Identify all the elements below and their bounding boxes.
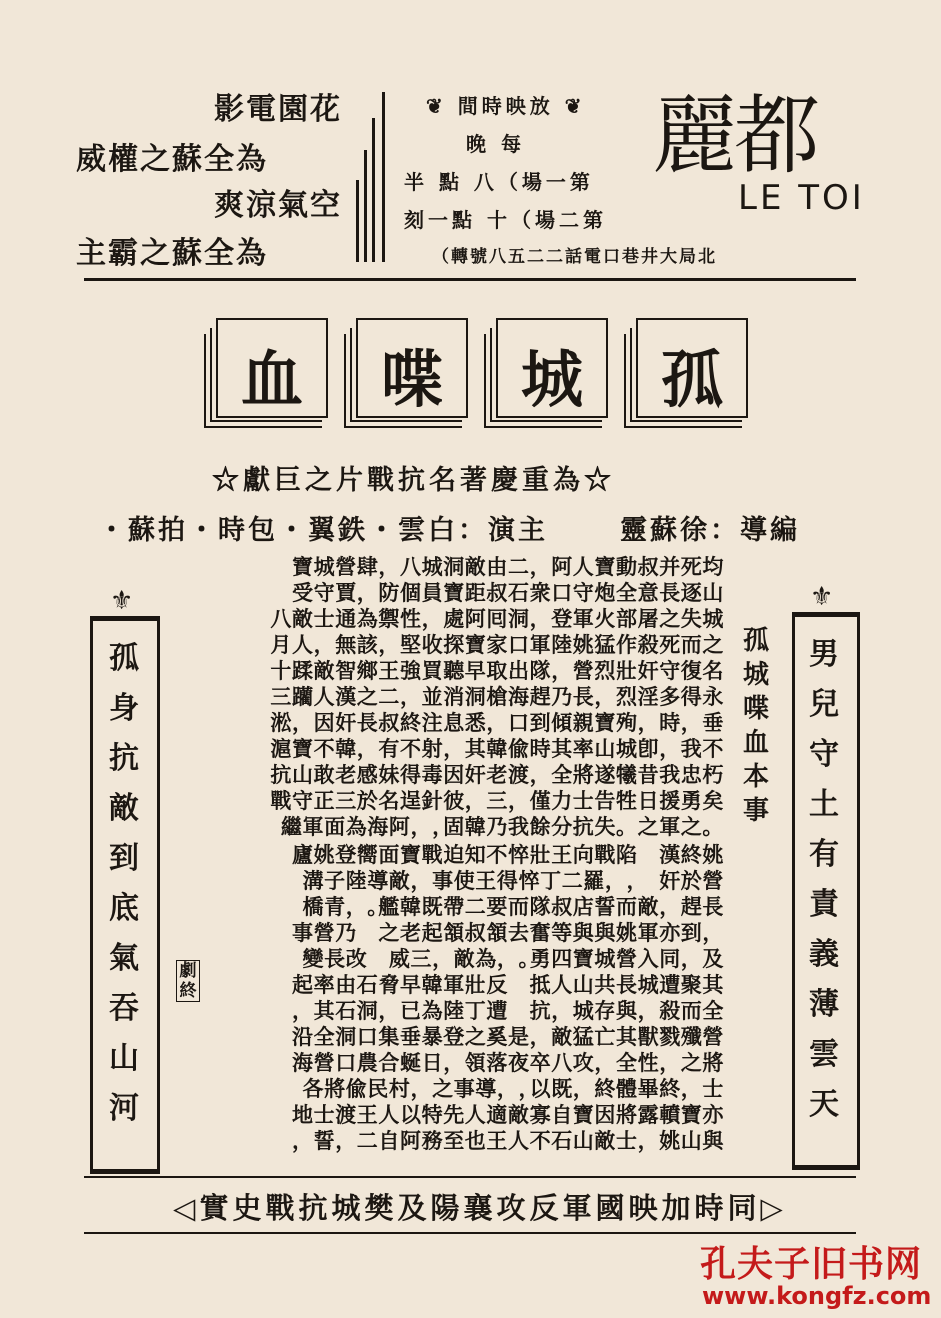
body-line: 名復守奸壯烈營，隊出取早聽買強王鄉智敵蹂十 — [270, 658, 724, 683]
title-box-4 — [216, 318, 328, 418]
body-line: 將之，性全，攻八卒夜落領，日蜒合農口營海 — [292, 1050, 724, 1075]
header-slogan-1: 為全蘇之權威 — [76, 142, 268, 177]
fleur-de-lis-icon: ⚜ — [810, 582, 834, 612]
body-line: 與山姚，士敵山石不人王也至務阿自二，誓， — [292, 1128, 724, 1153]
flower-left-icon: ❦ — [426, 94, 447, 118]
title-box-3 — [356, 318, 468, 418]
header-divider-1 — [356, 180, 359, 262]
footer-banner: ◁同時加映國軍反攻襄陽及樊城抗戰史實▷ — [173, 1191, 787, 1225]
triangle-left-icon: ◁ — [173, 1191, 200, 1225]
header-slogan-2: 空氣涼爽 — [214, 188, 342, 223]
body-line: 營於奸 ，，羅二丁悴得王使事，敵導陸子溝 — [302, 868, 724, 893]
address-line: 北局大井巷口電話二二五八號轉） — [432, 247, 717, 267]
logo-english: LE TOI — [738, 178, 865, 218]
body-line: 城失之屠部火軍登，洞囘阿處，性禦為通士敵八 — [270, 606, 724, 631]
body-line: 及，同入營城寶四勇。，為敵，三威 改長變 — [302, 946, 724, 971]
showtime-daily: 每 晚 — [466, 132, 525, 156]
header-slogan-3: 為全蘇之霸主 — [76, 236, 268, 271]
body-line: 不我，卽城山率其時偸韓其，射不有，韓不寶滬 — [270, 736, 724, 761]
header-rule — [84, 278, 856, 281]
body-line: ，到亦軍姚與與等奮去頷叔頷起老之 乃營事 — [292, 920, 724, 945]
story-end-marker: 劇 終 — [176, 960, 200, 1002]
right-slogan-text: 男 兒 守 土 有 責 義 薄 雲 天 — [809, 637, 839, 1122]
body-line: 之而死殺作猛姚陸軍口家寶探收堅，該無，人月 — [270, 632, 724, 657]
showtime-title: ❦ 放映時間 ❦ — [426, 94, 586, 118]
story-title: 孤 城 喋 血 本 事 — [742, 626, 769, 826]
title-char: 孤 — [660, 343, 723, 416]
flower-right-icon: ❦ — [564, 94, 586, 118]
body-line: 均死并叔動寶人阿，二由敵洞城八，肆營城寶 — [292, 554, 724, 579]
title-box-2 — [496, 318, 608, 418]
footer-rule-top — [84, 1176, 856, 1178]
subtitle: ☆為重慶著名抗戰片之巨獻☆ — [212, 465, 615, 496]
header-divider-3 — [372, 118, 375, 262]
showtime-first: 第一場）八 點 半 — [404, 170, 594, 194]
credits-cast: 主演：白雲・鉄翼・包時・拍蘇・ — [98, 515, 548, 546]
body-line: 垂，時，殉寶親傾到口，悉息注終叔長奸因，淞 — [270, 710, 724, 735]
footer-rule-bottom — [84, 1232, 856, 1234]
body-line: 永得多淫烈，長乃趕海槍洞消並，二之漢人躪三 — [270, 684, 724, 709]
watermark-chinese: 孔夫子旧书网 — [700, 1244, 923, 1285]
triangle-right-icon: ▷ — [760, 1191, 787, 1225]
fleur-de-lis-icon: ⚜ — [110, 586, 134, 616]
body-line: 。之軍之。失抗分餘我乃韓固，，阿海為面軍繼 — [280, 814, 724, 839]
body-line: 姚終漢 陷戰向王壯悴不知迫戰寶面嚮登姚廬 — [292, 842, 724, 867]
showtime-second: 第二場）十 點一刻 — [404, 208, 607, 232]
title-box-1 — [636, 318, 748, 418]
credits-director: 編導：徐蘇靈 — [620, 515, 800, 546]
left-slogan-text: 孤 身 抗 敵 到 底 氣 吞 山 河 — [109, 641, 139, 1126]
body-line: 營殲戮獸其亡猛敵，是奚之登暴垂集口洞全沿 — [292, 1024, 724, 1049]
title-char: 城 — [520, 343, 583, 416]
body-line: 山逐長意全炮守口衆石叔距寶員個防，賈守受 — [292, 580, 724, 605]
body-line: 矣勇援日牲告士力僅，三，彼針逞名於三正守戰 — [270, 788, 724, 813]
body-line: 全而殺，與存城，抗 遭丁陸為已，洞石其， — [292, 998, 724, 1023]
header-cinema-name: 花園電影 — [214, 92, 342, 127]
body-line: 長趕，敵而誓店叔隊而要二帶既韓艦。，青橋 — [302, 894, 724, 919]
body-line: 其聚遭城長共山人抵 反壯軍韓早脅石由率起 — [292, 972, 724, 997]
title-char: 血 — [240, 343, 303, 416]
title-char: 喋 — [380, 343, 443, 416]
body-line: 亦寶轒露將因寶自寡敵適人先特以人王渡士地 — [292, 1102, 724, 1127]
logo-chinese: 都麗 — [652, 86, 816, 186]
watermark-url: www.kongfz.com — [702, 1282, 932, 1310]
body-line: 朽忠我昔犧遂將全，渡老奸因毒得妹感老敢山抗 — [270, 762, 724, 787]
header-divider-4 — [382, 92, 385, 262]
body-line: 士，終畢體終，既以，，導事之，村民偸將各 — [302, 1076, 724, 1101]
header-divider-2 — [364, 150, 367, 262]
